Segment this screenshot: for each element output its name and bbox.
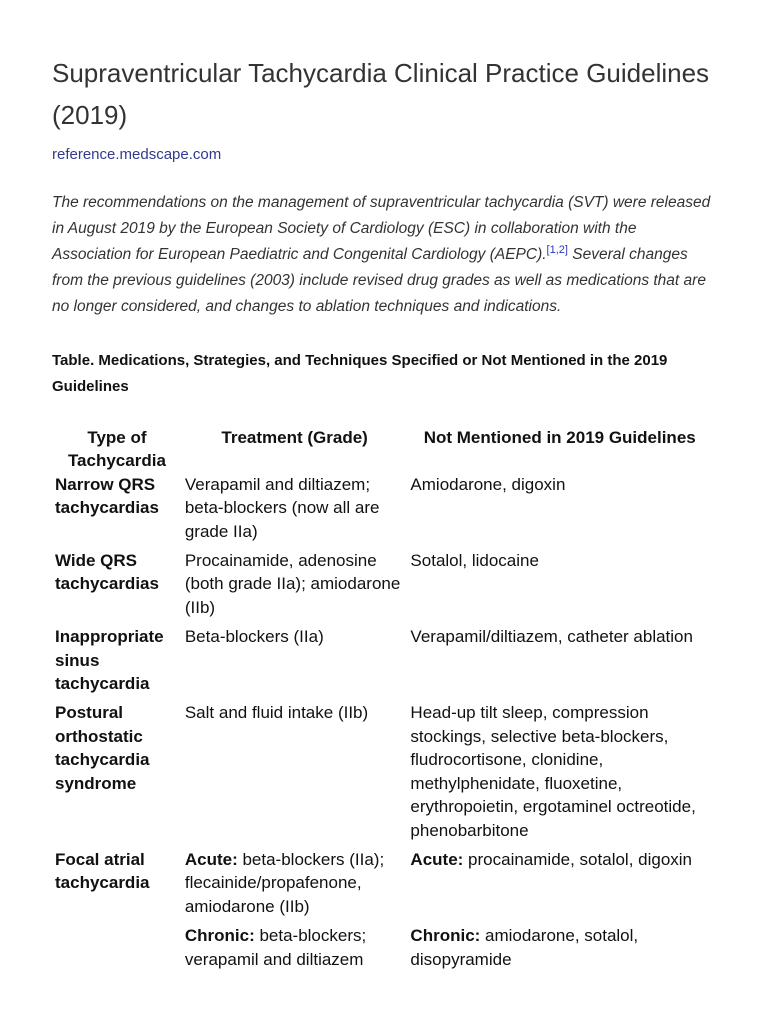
reference-superscript: [547, 244, 568, 256]
ref-bracket-close[interactable]: ]: [564, 243, 568, 256]
table-header-row: [52, 418, 712, 473]
acute-not-mentioned-text: procainamide, sotalol, digoxin: [463, 849, 693, 869]
reference-link-2[interactable]: 2: [558, 243, 565, 256]
intro-text-after-ref: Several changes from the previous guidelines (2003) include revised drug grades as well as medications that are no longer considered, and changes to ablation techniques and indications.: [52, 246, 706, 315]
intro-text-before-ref: The recommendations on the management of supraventricular tachycardia (SVT) were released in August 2019 by the European Society of Cardiology (ESC) in collaboration with the Association for European Paediatric and Congenital Cardiology (AEPC).: [52, 194, 711, 263]
chronic-label: Chronic:: [184, 926, 255, 946]
header-treatment: Treatment (Grade): [221, 428, 368, 447]
table-row: [52, 924, 712, 977]
table-row: [52, 549, 712, 625]
row-type-cell: Postural orthostatic tachycardia syndrome: [55, 703, 150, 793]
header-not-mentioned: Not Mentioned in 2019 Guidelines: [423, 428, 696, 447]
source-link[interactable]: reference.medscape.com: [52, 146, 222, 163]
row-treatment-cell: [182, 848, 408, 924]
row-type-cell: Focal atrial tachycardia: [55, 849, 150, 893]
chronic-treatment-text: beta-blockers; verapamil and diltiazem: [184, 926, 367, 969]
acute-treatment-text: beta-blockers (IIa); flecainide/propafenone, amiodarone (IIb): [184, 849, 385, 916]
table-row: [52, 848, 712, 924]
row-treatment-cell: Procainamide, adenosine (both grade IIa); amiodarone (IIb): [184, 551, 401, 617]
row-type-cell: Narrow QRS tachycardias: [55, 474, 159, 518]
table-row: [52, 701, 712, 847]
row-type-cell: Inappropriate sinus tachycardia: [55, 627, 164, 694]
chronic-not-mentioned-text: amiodarone, sotalol, disopyramide: [410, 926, 639, 969]
row-type-cell-empty: [52, 924, 182, 977]
page-title: Supraventricular Tachycardia Clinical Practice Guidelines (2019): [52, 58, 710, 130]
intro-paragraph: [52, 190, 716, 320]
row-not-mentioned-cell: Verapamil/diltiazem, catheter ablation: [410, 627, 693, 647]
row-not-mentioned-cell: [407, 848, 712, 924]
row-treatment-cell: Beta-blockers (IIa): [184, 627, 324, 647]
reference-link-1[interactable]: 1: [549, 243, 556, 256]
row-not-mentioned-cell: Amiodarone, digoxin: [410, 474, 566, 494]
row-treatment-cell: [182, 924, 408, 977]
header-type: Type of Tachycardia: [67, 428, 166, 471]
chronic-label: Chronic:: [410, 926, 481, 946]
acute-label: Acute:: [184, 849, 238, 869]
table-caption: Table. Medications, Strategies, and Techniques Specified or Not Mentioned in the 2019 Guidelines: [52, 352, 668, 395]
ref-bracket-open[interactable]: [: [546, 243, 550, 256]
row-treatment-cell: Verapamil and diltiazem; beta-blockers (now all are grade IIa): [184, 474, 380, 541]
row-not-mentioned-cell: Head-up tilt sleep, compression stockings, selective beta-blockers, fludrocortisone, clonidine, methylphenidate, fluoxetine, erythropoietin, ergotaminel octreotide, phenobarbitone: [410, 703, 696, 840]
row-treatment-cell: Salt and fluid intake (IIb): [184, 703, 369, 723]
row-type-cell: Wide QRS tachycardias: [55, 551, 159, 594]
row-not-mentioned-cell: [407, 924, 712, 977]
guidelines-table: [52, 418, 712, 977]
acute-label: Acute:: [410, 849, 464, 869]
table-row: [52, 625, 712, 701]
ref-separator[interactable]: ,: [555, 243, 559, 256]
table-row: [52, 473, 712, 549]
row-not-mentioned-cell: Sotalol, lidocaine: [410, 551, 539, 571]
